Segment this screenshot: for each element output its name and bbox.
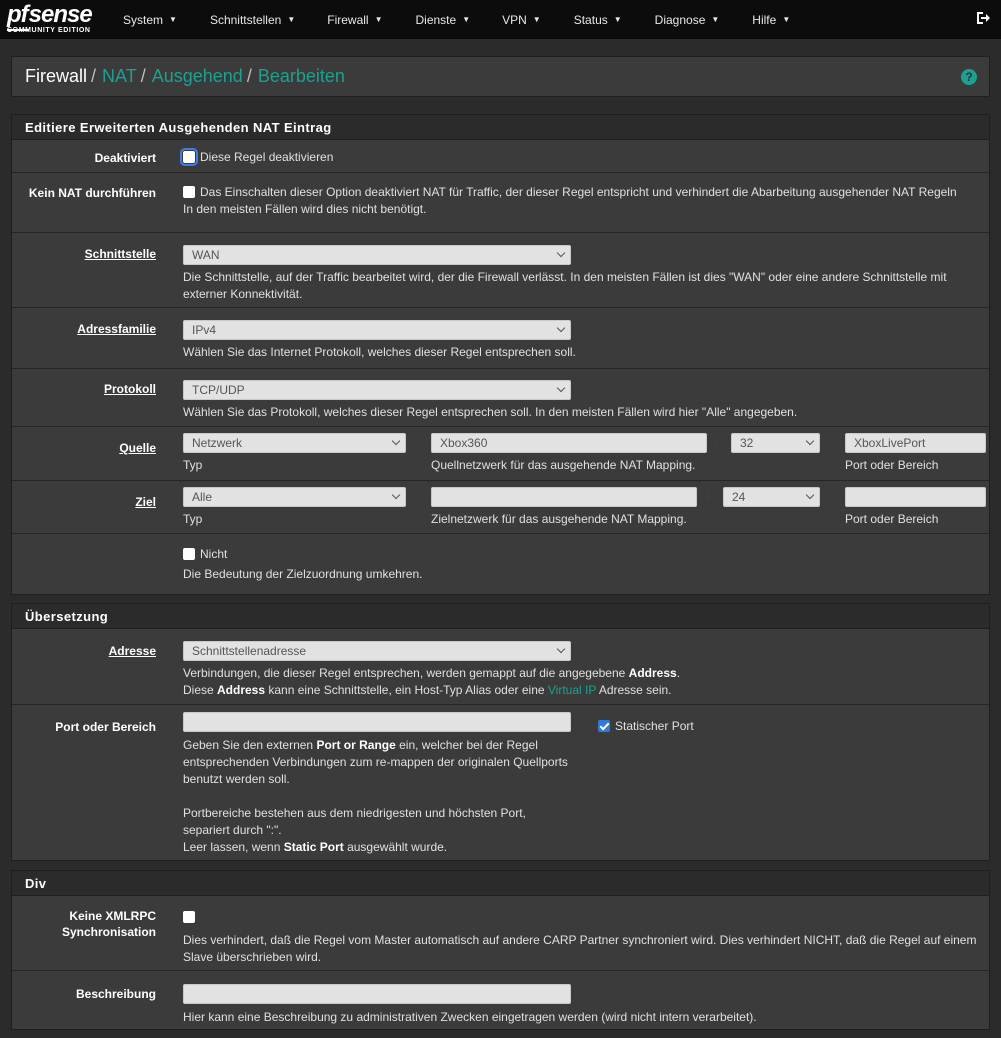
breadcrumb (11, 56, 990, 97)
logo-text: pfsense (7, 1, 92, 31)
menu-diagnostics[interactable]: Diagnose ▼ (654, 12, 720, 27)
source-type-label: Typ (183, 458, 203, 472)
protocol-select[interactable] (183, 380, 571, 400)
breadcrumb-nat[interactable]: NAT (102, 66, 137, 86)
description-help: Hier kann eine Beschreibung zu administrativen Zwecken eingetragen werden (wird nicht intern verarbeitet). (183, 1010, 757, 1024)
interface-select-value: WAN (192, 248, 220, 262)
menu-status[interactable]: Status ▼ (573, 12, 622, 27)
breadcrumb-firewall: Firewall (25, 66, 88, 86)
invert-checkbox[interactable] (183, 548, 195, 560)
caret-down-icon: ▼ (169, 15, 177, 24)
invert-help: Die Bedeutung der Zielzuordnung umkehren. (183, 567, 423, 581)
label-description: Beschreibung (75, 987, 156, 1001)
top-navbar (0, 0, 1001, 39)
row-disabled (12, 140, 989, 173)
source-mask-separator: / (715, 435, 719, 449)
translation-panel (11, 603, 990, 861)
row-invert (12, 534, 989, 593)
caret-down-icon: ▼ (613, 15, 622, 24)
source-type-value: Netzwerk (192, 436, 243, 450)
chevron-down-icon (806, 491, 814, 499)
row-description (12, 971, 989, 1029)
row-protocol (12, 369, 989, 427)
breadcrumb-separator: / (91, 66, 97, 86)
destination-port-input[interactable] (845, 487, 986, 507)
row-address (12, 629, 989, 705)
caret-down-icon: ▼ (374, 15, 383, 24)
static-port-label: Statischer Port (615, 719, 694, 733)
nonat-help: In den meisten Fällen wird dies nicht benötigt. (183, 202, 427, 216)
source-port-value: XboxLivePort (854, 436, 926, 450)
chevron-down-icon (557, 324, 565, 332)
main-menu (110, 0, 790, 39)
pfsense-logo[interactable] (0, 0, 110, 39)
chevron-down-icon (806, 437, 814, 445)
breadcrumb-separator: / (140, 66, 146, 86)
destination-type-select[interactable] (183, 487, 406, 507)
caret-down-icon: ▼ (532, 15, 541, 24)
caret-down-icon: ▼ (462, 15, 471, 24)
disabled-checkbox-label: Diese Regel deaktivieren (200, 150, 334, 164)
interface-select[interactable] (183, 245, 571, 265)
breadcrumb-separator: / (246, 66, 252, 86)
address-select[interactable] (183, 641, 571, 661)
invert-control (183, 546, 981, 583)
family-help: Wählen Sie das Internet Protokoll, welches dieser Regel entsprechen soll. (183, 345, 576, 359)
row-destination (12, 481, 989, 534)
source-network-input[interactable] (431, 433, 707, 453)
nosync-control (183, 909, 981, 966)
chevron-down-icon (557, 384, 565, 392)
caret-down-icon: ▼ (287, 15, 296, 24)
nosync-checkbox[interactable] (183, 911, 195, 923)
virtual-ip-link[interactable]: Virtual IP (547, 683, 597, 697)
label-protocol: Protokoll (103, 382, 156, 396)
label-interface: Schnittstelle (84, 247, 156, 261)
destination-type-label: Typ (183, 512, 203, 526)
help-icon[interactable]: ? (961, 69, 977, 85)
chevron-down-icon (557, 645, 565, 653)
chevron-down-icon (392, 491, 400, 499)
chevron-down-icon (557, 249, 565, 257)
label-nosync: Keine XMLRPC Synchronisation (61, 909, 156, 939)
panel-heading-misc: Div (12, 871, 989, 896)
label-family: Adressfamilie (77, 322, 156, 336)
nonat-control (183, 184, 981, 218)
source-mask-select[interactable] (731, 433, 820, 453)
caret-down-icon: ▼ (782, 15, 791, 24)
nosync-help: Dies verhindert, daß die Regel vom Master automatisch auf andere CARP Partner synchroniert wird. Dies verhindert NICHT, daß die Regel auf einem Slave überschrieben wird. (183, 933, 977, 964)
static-port-checkbox[interactable] (598, 720, 610, 732)
source-port-input[interactable] (845, 433, 986, 453)
family-select[interactable] (183, 320, 571, 340)
menu-firewall[interactable]: Firewall ▼ (327, 12, 383, 27)
protocol-select-value: TCP/UDP (192, 383, 245, 397)
destination-network-input[interactable] (431, 487, 697, 507)
panel-heading-translation: Übersetzung (12, 604, 989, 629)
chevron-down-icon (392, 437, 400, 445)
sign-out-icon[interactable] (975, 10, 991, 26)
destination-mask-value: 24 (732, 490, 746, 504)
family-select-value: IPv4 (192, 323, 217, 337)
menu-vpn[interactable]: VPN ▼ (502, 12, 541, 27)
destination-mask-separator: / (706, 489, 710, 503)
row-source (12, 427, 989, 481)
destination-mask-select[interactable] (723, 487, 820, 507)
breadcrumb-outbound[interactable]: Ausgehend (151, 66, 243, 86)
nonat-checkbox[interactable] (183, 186, 195, 198)
label-disabled: Deaktiviert (94, 151, 156, 165)
row-nonat (12, 173, 989, 233)
invert-checkbox-label: Nicht (200, 547, 228, 561)
destination-port-label: Port oder Bereich (845, 512, 939, 526)
misc-panel (11, 870, 990, 1030)
source-port-label: Port oder Bereich (845, 458, 939, 472)
caret-down-icon: ▼ (711, 15, 720, 24)
protocol-help: Wählen Sie das Protokoll, welches dieser Regel entsprechen soll. In den meisten Fällen wird hier "Alle" angegeben. (183, 405, 798, 419)
source-network-value: Xbox360 (440, 436, 488, 450)
label-port: Port oder Bereich (55, 720, 156, 734)
destination-type-value: Alle (192, 490, 213, 504)
nonat-checkbox-label: Das Einschalten dieser Option deaktiviert NAT für Traffic, der dieser Regel entspricht und verhindert die Abarbeitung ausgehender NAT Regeln (200, 185, 957, 199)
logo-edition: COMMUNITY EDITION (7, 27, 91, 34)
port-help: Geben Sie den externen Port or Range ein, welcher bei der Regel entsprechenden Verbindungen zum re-mappen der originalen Quellports benutzt werden soll. Portbereiche bestehen aus dem niedrigesten und höchsten Port, separiert durch ":". Leer lassen, wenn Static Port ausgewählt wurde. (183, 738, 568, 854)
disabled-control (183, 149, 981, 166)
row-family (12, 308, 989, 369)
address-help: Verbindungen, die dieser Regel entsprechen, werden gemappt auf die angegebene Address. Diese Address kann eine Schnittstelle, ein Host-Typ Alias oder eine Virtual IP Adresse sein. (183, 666, 681, 697)
destination-network-label: Zielnetzwerk für das ausgehende NAT Mapping. (431, 512, 687, 526)
menu-system[interactable]: System ▼ (123, 12, 177, 27)
label-destination: Ziel (135, 495, 156, 509)
menu-help[interactable]: Hilfe ▼ (752, 12, 791, 27)
address-select-value: Schnittstellenadresse (192, 644, 307, 658)
row-nosync (12, 896, 989, 971)
interface-help: Die Schnittstelle, auf der Traffic bearbeitet wird, der die Firewall verlässt. In den meisten Fällen ist dies "WAN" oder eine andere Schnittstelle mit externer Konnektivität. (183, 270, 947, 301)
label-source: Quelle (119, 441, 156, 455)
panel-heading-edit: Editiere Erweiterten Ausgehenden NAT Eintrag (12, 115, 989, 140)
port-input[interactable] (183, 712, 571, 732)
source-network-label: Quellnetzwerk für das ausgehende NAT Mapping. (431, 458, 696, 472)
disabled-checkbox[interactable] (183, 151, 195, 163)
label-nonat: Kein NAT durchführen (28, 186, 156, 200)
menu-services[interactable]: Dienste ▼ (415, 12, 471, 27)
edit-nat-panel (11, 114, 990, 595)
row-port (12, 705, 989, 860)
description-input[interactable] (183, 984, 571, 1004)
breadcrumb-edit[interactable]: Bearbeiten (257, 66, 345, 86)
source-type-select[interactable] (183, 433, 406, 453)
static-port-control (598, 718, 694, 735)
row-interface (12, 233, 989, 308)
menu-interfaces[interactable]: Schnittstellen ▼ (209, 12, 296, 27)
label-address: Adresse (108, 644, 156, 658)
source-mask-value: 32 (740, 436, 754, 450)
